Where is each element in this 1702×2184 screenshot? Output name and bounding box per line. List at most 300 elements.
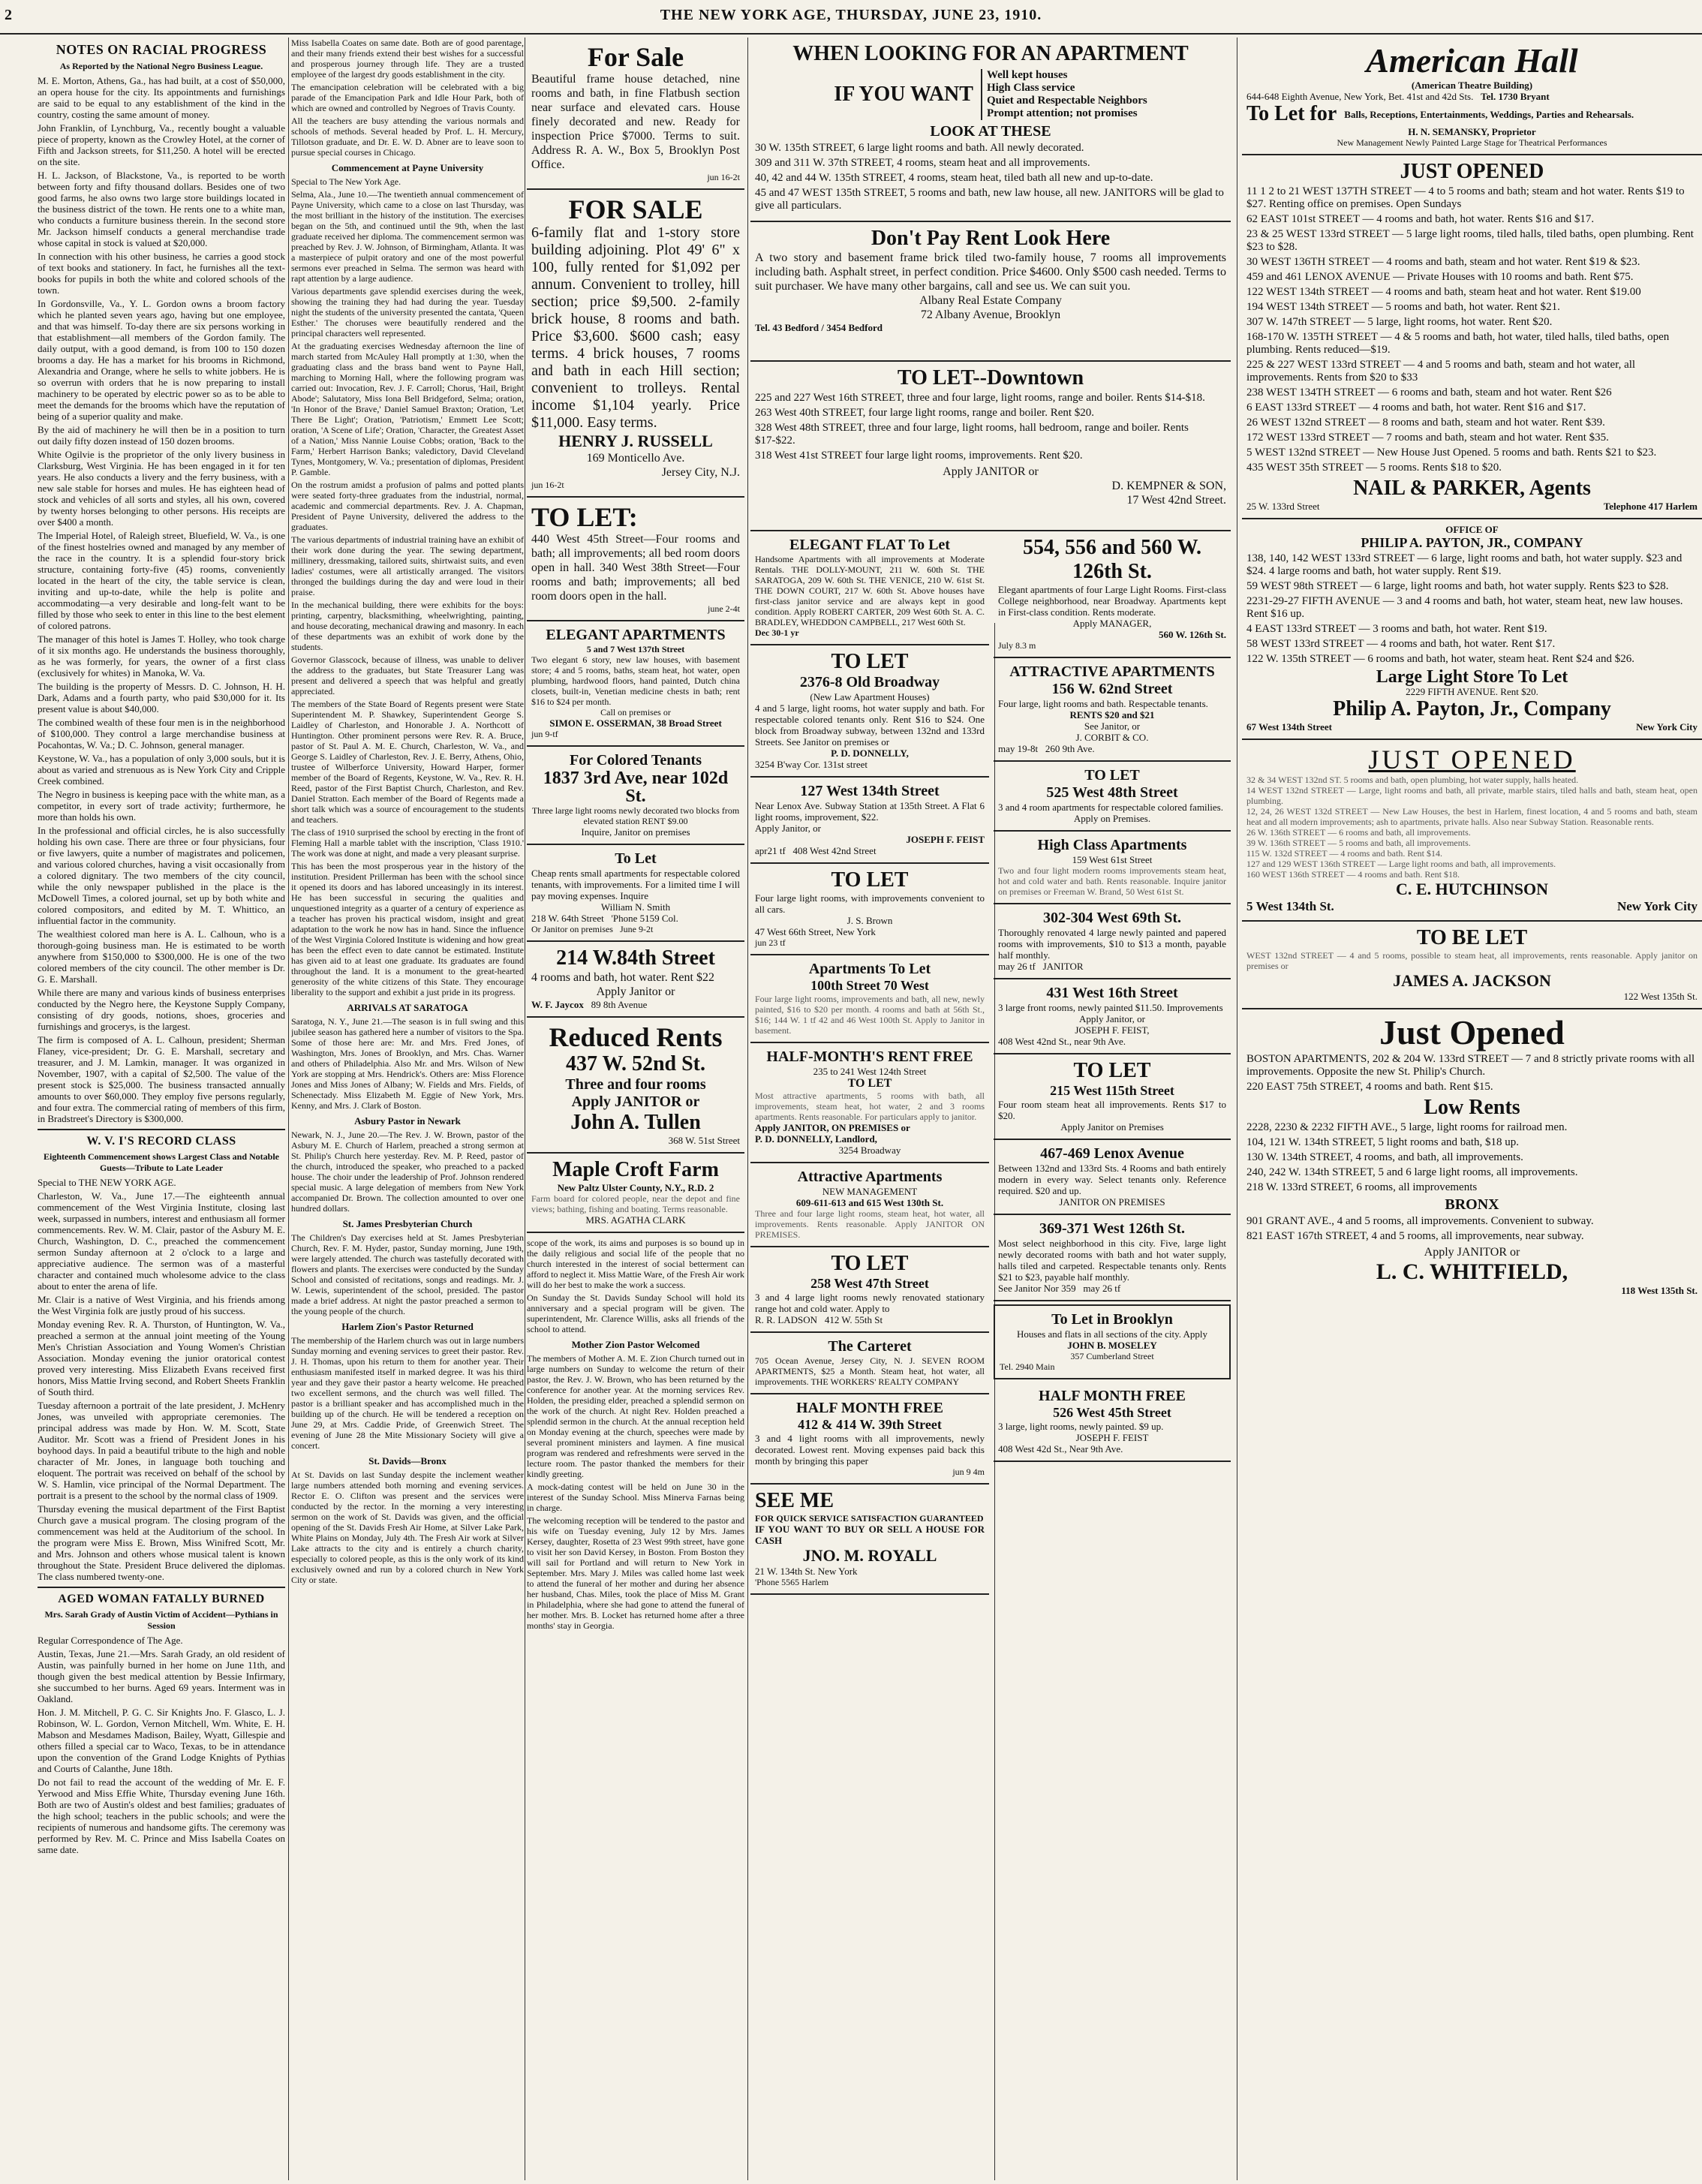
ad-phone: 'Phone 5565 Harlem — [755, 1577, 829, 1587]
ad-subtitle: 525 West 48th Street — [1046, 784, 1178, 801]
ad-phone: 'Phone 5159 Col. — [611, 913, 678, 924]
ad-body: Two elegant 6 story, new law houses, with basement store; 4 and 5 rooms, baths, steam heat, hot water, open plumbing, hardwood floors, hand painted, Dutch china closets, built-in, Venetian medicine chests in bath; rent $16 to $24 per month. — [531, 654, 740, 707]
paragraph: A mock-dating contest will be held on June 30 in the interest of the Sunday School. Miss Minerva Farnas being in charge. — [527, 1482, 744, 1513]
listing: 30 W. 135th STREET, 6 large light rooms and bath. All newly decorated. — [755, 142, 1084, 154]
paragraph: Do not fail to read the account of the wedding of Mr. E. F. Yerwood and Miss Effie White, Thursday evening June 16th. Both are two of Austin's oldest and best families; graduates of the high school; teachers in the public schools; and were the recipients of numerous and handsome gifts. The ceremony was performed by Rev. M. C. Prince and Miss Isabella Coates on same date. — [38, 1776, 285, 1855]
paragraph: The combined wealth of these four men is in the neighborhood of $100,000. They control a large merchandise business at Pocahontas, W. Va.; D. C. Johnson, general manager. — [38, 717, 285, 751]
page-number: 2 — [5, 7, 13, 23]
ad-address: 72 Albany Avenue, Brooklyn — [920, 308, 1061, 321]
ad-title: Apartments To Let — [808, 961, 931, 977]
ad-body: Elegant apartments of four Large Light Rooms. First-class College neighborhood, near Broadway. Apartments kept in First-class condition. Rents moderate. — [998, 584, 1226, 618]
ad-lead: IF YOU WANT — [834, 83, 973, 106]
paragraph: The emancipation celebration will be celebrated with a big parade of the Emancipation Park and Idle Hour Park, both of which are owned and controlled by Negroes of Travis County. — [291, 82, 524, 113]
ad-title: PHILIP A. PAYTON, JR., COMPANY — [1361, 535, 1583, 550]
listing: 5 WEST 132nd STREET — New House Just Opened. 5 rooms and bath. Rents $21 to $23. — [1246, 447, 1657, 459]
ad-name: JOSEPH F. FEIST — [906, 834, 985, 845]
article-subtitle: Eighteenth Commencement shows Largest Class and Notable Guests—Tribute to Late Leader — [44, 1151, 279, 1173]
ad-lenox-avenue — [994, 1140, 1231, 1215]
ad-115th-street — [994, 1054, 1231, 1140]
ad-subtitle: 5 and 7 West 137th Street — [586, 644, 685, 654]
ad-code: jun 9-tf — [531, 729, 558, 739]
listing: 160 WEST 136th STREET — 4 rooms and bath. Rent $18. — [1246, 869, 1460, 880]
ad-title: TO BE LET — [1416, 926, 1528, 949]
ad-city: New York City — [1616, 899, 1697, 913]
ad-maple-croft — [527, 1154, 744, 1233]
ad-high-class-61st — [994, 832, 1231, 904]
listing: 821 EAST 167th STREET, 4 and 5 rooms, all improvements, near subway. — [1246, 1230, 1584, 1242]
ad-body: Farm board for colored people, near the depot and fine views; bathing, fishing and boating. Terms reasonable. — [531, 1193, 740, 1214]
listing: 32 & 34 WEST 132nd ST. 5 rooms and bath, open plumbing, hot water supply, halls heated. — [1246, 775, 1579, 785]
listing: 901 GRANT AVE., 4 and 5 rooms, all improvements. Convenient to subway. — [1246, 1215, 1594, 1227]
paragraph: This has been the most prosperous year in the history of the institution. President Prillerman has been with the school since it opened its doors and has labored unceasingly in its interest. He has been successful in securing the qualities and unquestioned integrity as a quarter of a century of experience as a teacher has proven his practical wisdom, insight and great adaptation to the work he now has in hand. Since the influence of the West Virginia Colored Institute is widening and how great has been the effect even to date cannot be estimated. Institute has given aid to at least one graduate. Its graduates are found throughout the land. It is a monument to the great-hearted generosity of the white citizens of this State. They encourage liberality to the support and exhibit a just pride in its progress. — [291, 861, 524, 997]
ad-body: Cheap rents small apartments for respectable colored tenants, with improvements. For a limited time I will pay moving expenses. Inquire — [531, 868, 740, 901]
ad-janitor: Or Janitor on premises — [531, 924, 613, 934]
paragraph: John Franklin, of Lynchburg, Va., recently bought a valuable piece of property, known as the Crowley Hotel, at the corner of Fifth and Jackson streets, for $11,250. A hotel will be erected on the site. — [38, 122, 285, 167]
ad-name: JAMES A. JACKSON — [1393, 971, 1551, 990]
listing: 2228, 2230 & 2232 FIFTH AVE., 5 large, light rooms for railroad men. — [1246, 1121, 1568, 1133]
paragraph: All the teachers are busy attending the various normals and schools of methods. Several headed by Prof. L. H. Mercury, Tillotson graduate, and Dr. E. W. D. Abner are to leave soon to pursue special courses in Chicago. — [291, 116, 524, 158]
listing: 328 West 48th STREET, three and four large, light rooms, hall bedroom, range and boiler. Rents $17-$22. — [755, 422, 1189, 447]
divider — [38, 1129, 285, 1130]
article-body — [38, 1635, 285, 1855]
paragraph: In Gordonsville, Va., Y. L. Gordon owns a broom factory which he planted seven years ago, having but one employee, and that was himself. To-day there are six persons working in that establishment—all members of the Gordon family. The daily output, with a good demand, is from 100 to 150 dozen brooms a day. He has a market for his brooms in Richmond, Alexandria and Orange, where he sells to white jobbers. He is so overrun with orders that he is now preparing to install machinery to be operated by electric power so as to be able to meet the demands for the brooms which have the reputation of being of a superior quality and make. — [38, 298, 285, 422]
listing: 172 WEST 133rd STREET — 7 rooms and bath, steam and hot water. Rent $35. — [1246, 432, 1609, 444]
paragraph: Hon. J. M. Mitchell, P. G. C. Sir Knights Jno. F. Glasco, L. J. Robinson, W. L. Gordon, Vernon Mitchell, Wm. White, E. H. Mabson and Mesdames Madison, Bailey, Wyatt, Gillespie and others filled a special car to Waco, Texas, to be in attendance upon the convention of the Grand Lodge Knights of Pythias and Courts of Calanthe, June 18th. — [38, 1707, 285, 1774]
ad-title: TO LET — [831, 1252, 909, 1275]
article-title: W. V. I'S RECORD CLASS — [86, 1135, 236, 1148]
ad-attractive-62nd — [994, 658, 1231, 762]
ad-subtitle2: (New Law Apartment Houses) — [810, 691, 930, 702]
listing: 225 and 227 West 16th STREET, three and four large, light rooms, range and boiler. Rents $14-$18. — [755, 392, 1205, 404]
listing: 115 W. 132d STREET — 4 rooms and bath. Rent $14. — [1246, 848, 1442, 859]
ad-subcolumns — [750, 531, 1231, 1595]
ad-bullet: Well kept houses — [986, 69, 1068, 81]
listing: 138, 140, 142 WEST 133rd STREET — 6 large, light rooms and bath, hot water supply. $23 and $24. 4 large rooms and bath, hot water supply. Rent $19. — [1246, 552, 1682, 577]
paragraph: Governor Glasscock, because of illness, was unable to deliver the address to the graduates, but State Treasurer Lang was present and delivered a speech that was helpful and greatly appreciated. — [291, 654, 524, 696]
article-title: Mother Zion Pastor Welcomed — [571, 1339, 700, 1350]
ad-title: The Carteret — [828, 1338, 912, 1355]
ad-address: 560 W. 126th St. — [1159, 629, 1226, 640]
article-title: Commencement at Payne University — [331, 162, 484, 173]
ad-phone: Tel. 43 Bedford / 3454 Bedford — [755, 322, 883, 333]
ad-title: TO LET — [831, 650, 909, 673]
paragraph: M. E. Morton, Athens, Ga., has had built, at a cost of $50,000, an opera house for the city. Its appointments and furnishings are said to be equal to any establishment of the kind in the country, costing the same amount of money. — [38, 75, 285, 120]
ad-to-let: To Let for — [1246, 102, 1337, 125]
ad-title: 214 W.84th Street — [556, 946, 715, 970]
listing: 168-170 W. 135TH STREET — 4 & 5 rooms and bath, hot water, tiled halls, tiled baths, open plumbing. Rents reduced—$19. — [1246, 331, 1670, 356]
ad-body: Handsome Apartments with all improvements at Moderate Rentals. THE DOLLY-MOUNT, 211 W. 60th St. THE SARATOGA, 209 W. 60th St. THE VENICE, 210 W. 61st St. THE DOWN COURT, 217 W. 60th St. Above houses have first-class janitor service and are always kept in good condition. Apply ROBERT CARTER, 209 West 60th St. A. C. BRADLEY, WHEDDON CAMPBELL, 217 West 60th St. — [755, 554, 985, 627]
ad-name: P. D. DONNELLY, — [831, 748, 909, 759]
ad-title: TO LET--Downtown — [897, 366, 1084, 390]
ad-body: 3 and 4 light rooms with all improvements, newly decorated. Lowest rent. Moving expenses paid back this month by bringing this paper — [755, 1433, 985, 1467]
ad-name: JOSEPH F. FEIST — [1075, 1432, 1149, 1443]
ad-elegant-apartments — [527, 621, 744, 747]
ad-subtitle: 159 West 61st Street — [1072, 854, 1153, 865]
article-body — [291, 1130, 524, 1214]
ad-name: J. S. Brown — [846, 915, 893, 926]
column-rule — [747, 38, 748, 2180]
ad-code: may 19-8t — [998, 743, 1039, 754]
ad-address: 3254 Broadway — [838, 1145, 901, 1156]
ad-address: 3254 B'way Cor. 131st street — [755, 759, 868, 770]
listing: 130 W. 134th STREET, 4 rooms, and bath, all improvements. — [1246, 1151, 1523, 1163]
ad-name: JOSEPH F. FEIST, — [1075, 1024, 1150, 1036]
listing: 26 W. 136th STREET — 6 rooms and bath, all improvements. — [1246, 827, 1471, 838]
listing: 2231-29-27 FIFTH AVENUE — 3 and 4 rooms and bath, hot water, steam heat, new law houses. Rent $16 up. — [1246, 595, 1683, 620]
ad-for-sale-flatbush — [527, 38, 744, 190]
paragraph: H. L. Jackson, of Blackstone, Va., is reported to be worth between forty and fifty thousand dollars. Besides one of two good farms, he also owns two large store buildings located in the business district of the town. He rents one to a white man, who conducts a furniture business therein. In the second store Mr. Jackson himself conducts a general merchandise trade whose capital in stock is valued at $20,000. — [38, 170, 285, 248]
listing: 58 WEST 133rd STREET — 4 rooms and bath, hot water. Rent $17. — [1246, 638, 1556, 650]
paragraph: Selma, Ala., June 10.—The twentieth annual commencement of Payne University, which came to a close on last Thursday, was the most brilliant in the history of the institution. The exercises began on the 5th, and continued until the 9th, when the last graduate received her diploma. The commencement sermon was preached by Rev. J. W. Johnson, of Birmingham, Atlanta. It was a masterpiece of pulpit oratory and one of the most powerful sermons ever preached in Selma. The sermon was heard with rapt attention by a large audience. — [291, 189, 524, 284]
ad-reduced-rents — [527, 1018, 744, 1154]
ad-bullet: High Class service — [986, 82, 1075, 94]
ad-half-month-124th — [750, 1043, 989, 1163]
paragraph: The class of 1910 surprised the school by erecting in the front of Fleming Hall a marble tablet with the inscription, 'Class 1910.' The work was done at night, and made a very pleasant surprise. — [291, 827, 524, 859]
ad-code: jun 16-2t — [531, 480, 564, 490]
paragraph: In the mechanical building, there were exhibits for the boys: printing, carpentry, blacksmithing, wheelwrighting, painting, and house decorating, mechanical drawing and masonry. In each of these departments was an exhibit of work done by the students. — [291, 600, 524, 652]
ad-body: 705 Ocean Avenue, Jersey City, N. J. SEVEN ROOM APARTMENTS, $25 a Month. Steam heat, hot water, all improvements. THE WORKERS' REALTY COMPANY — [755, 1355, 985, 1387]
ad-bullet: Prompt attention; not promises — [986, 107, 1138, 119]
ad-title: HALF MONTH FREE — [1039, 1388, 1186, 1404]
ad-subtitle: 2376-8 Old Broadway — [799, 674, 940, 690]
ad-title: TO LET — [831, 868, 909, 892]
ad-126th-369 — [994, 1215, 1231, 1301]
ad-phone: Tel. 1730 Bryant — [1481, 91, 1550, 102]
ad-body: Four room steam heat all improvements. Rents $17 to $20. — [998, 1099, 1226, 1121]
listing: 309 and 311 W. 37th STREET, 4 rooms, steam heat and all improvements. — [755, 157, 1090, 169]
ad-title: 431 West 16th Street — [1046, 985, 1178, 1001]
listing: 122 WEST 134th STREET — 4 rooms and bath, steam heat and hot water. Rent $19.00 — [1246, 286, 1641, 298]
paragraph: In the professional and official circles, he is also successfully holding his own case. There are three or four physicians, four or five lawyers, quite a number of magistrates and policemen, and various colored churches, having a visit occasionally from a colored dignitary. The two members of the city council, while the only newspaper published in the place is the McDowell Times, a colored journal, set up by both white and colored compositors, and edited by M. T. Whittico, an influential factor in the community. — [38, 825, 285, 926]
listing: 194 WEST 134th STREET — 5 rooms and bath, hot water. Rent $21. — [1246, 301, 1560, 313]
ad-subtitle2: TO LET — [847, 1077, 892, 1090]
ad-name: L. C. WHITFIELD, — [1376, 1259, 1568, 1284]
article-subtitle: Mrs. Sarah Grady of Austin Victim of Accident—Pythians in Session — [44, 1609, 278, 1631]
article-body — [291, 38, 524, 158]
paragraph: The Negro in business is keeping pace with the white man, as a competitor, in every sort of trade activity; furthermore, he more than holds his own. — [38, 789, 285, 823]
ad-address: 21 W. 134th St. New York — [755, 1566, 858, 1577]
listing: 40, 42 and 44 W. 135th STREET, 4 rooms, steam heat, tiled bath all new and up-to-date. — [755, 172, 1153, 184]
column-rule — [288, 38, 289, 2180]
ad-cta: Apply MANAGER, — [1072, 618, 1152, 629]
ad-title: WHEN LOOKING FOR AN APARTMENT — [792, 42, 1189, 65]
ad-body: Beautiful frame house detached, nine rooms and bath, in fine Flatbush section near surface and elevated cars. House finely decorated and new. Ready for inspection Price $7000. Terms to suit. Address R. A. W., Box 5, Brooklyn Post Office. — [531, 73, 740, 171]
paragraph: White Ogilvie is the proprietor of the only livery business in Clarksburg, West Virginia. He has been engaged in it for ten years. He also conducts a livery and the ferry business, with a new sale stable for horses and mules. He has eighteen head of stock and vehicles of all sorts and styles, all his own, covered by twenty horses belonging to other persons. His receipts are over $400 a month. — [38, 449, 285, 528]
listing: 23 & 25 WEST 133rd STREET — 5 large light rooms, tiled halls, tiled baths, open plumbing. Rent $23 to $28. — [1246, 228, 1694, 253]
ad-title: TO LET: — [531, 502, 638, 532]
ad-name: HENRY J. RUSSELL — [558, 432, 713, 450]
article-title: Harlem Zion's Pastor Returned — [341, 1321, 474, 1332]
ad-headline: 1837 3rd Ave, near 102d St. — [543, 769, 729, 806]
ad-title: For Sale — [587, 42, 684, 72]
paragraph: At the graduating exercises Wednesday afternoon the line of march started from McAuley Hall promptly at 1:30, when the graduating class and the brass band went to Payne Hall, marching to Morning Hall, where the following program was carried out: Invocation, Rev. J. F. Carroll; Chorus, 'Hail, Bright Abode'; Salutatory, Miss Iona Bell Bridgeford, Selma; oration, 'In Honor of the Brave,' Daniel Samuel Braxton; Oration, 'Let There Be Light'; Oration, 'Patriotism,' Emmett Lee Scott; oration, 'A Scene of Life'; Oration, 'Character, the Greatest Asset of a Nation,' Miss Nannie Louise Cobbs; oration, 'Back to the Farm,' Herbert Harrison Banks; valedictory, David Cleveland Tynes, Montgomery, W. Va.; presentation of diplomas, President P. Gamble. — [291, 341, 524, 477]
article-body — [291, 1232, 524, 1316]
ad-address: 17 West 42nd Street. — [1126, 494, 1226, 507]
ad-body: WEST 132nd STREET — 4 and 5 rooms, possible to steam heat, all improvements, rents reasonable. Apply janitor on premises or — [1246, 950, 1697, 971]
article-body — [527, 1233, 744, 1334]
ad-half-month-45th — [994, 1382, 1231, 1462]
ad-cta: Apply JANITOR or — [571, 1094, 700, 1110]
ad-body: Four large light rooms, improvements and bath, all new, newly painted, $16 to $20 per month. 4 rooms and bath at 56th St., $16; 144 W. 1 tf 42 and 46 West 100th St. Apply to Janitor in basement. — [755, 994, 985, 1036]
listing: BOSTON APARTMENTS, 202 & 204 W. 133rd STREET — 7 and 8 strictly private rooms with all improvements. Opposite the new St. Philip's Church. — [1246, 1053, 1695, 1078]
ad-cta: JANITOR — [1042, 961, 1084, 972]
article-body — [291, 1335, 524, 1451]
column-news-2 — [291, 38, 524, 2180]
ad-title: Don't Pay Rent Look Here — [871, 227, 1111, 250]
ad-elegant-flat — [750, 531, 989, 645]
paragraph: Various departments gave splendid exercises during the week, showing the training they had had during the year. Tuesday night the students of the university presented the cantata, 'Queen Esther.' The choruses were beautifully rendered and the principal characters well represented. — [291, 286, 524, 338]
ad-title: ELEGANT APARTMENTS — [546, 627, 726, 643]
paragraph: The firm is composed of A. L. Calhoun, president; Sherman Flaney, vice-president; Dr. G. E. Marshall, secretary and treasurer, and J. M. Lamkin, manager. It was organized in November, 1907, with a capital of $2,500. The value of the present stock is $25,000. The business transacted annually amounts to over $60,000. They employ five persons regularly, and four extra. The commercial rating of members of this firm, in Bradstreet's Directory is $300,000. — [38, 1034, 285, 1124]
ad-proprietor: H. N. SEMANSKY, Proprietor — [1408, 126, 1536, 137]
ad-subtitle: NEW MANAGEMENT — [822, 1186, 918, 1197]
paragraph: Keystone, W. Va., has a population of only 3,000 souls, but it is about as varied and strenuous as is New York City and Cripple Creek combined. — [38, 753, 285, 787]
ad-title: 467-469 Lenox Avenue — [1040, 1145, 1184, 1162]
ad-69th-street — [994, 904, 1231, 979]
ad-title: SEE ME — [755, 1489, 834, 1512]
paragraph: On Sunday the St. Davids Sunday School will hold its anniversary and a special program will be given. The superintendent, Mr. Clarence Willis, asks all friends of the school to attend. — [527, 1292, 744, 1334]
ad-name: R. R. LADSON — [755, 1314, 818, 1325]
paragraph: The membership of the Harlem church was out in large numbers Sunday morning and evening services to greet their pastor. Rev. J. H. Thomas, upon his return to them for another year. Their enthusiasm manifested itself in marked degree. It was his third year and they gave their pastor a hearty welcome. He preached two excellent sermons, and the church was well filled. The pastor is a brilliant speaker and has accomplished much in the building up of the church. He will be tendered a reception on June 29, at Mrs. Caddie Pride, of Greenwich Street. The evening of June 28 the Mite Missionary Society will give a concert. — [291, 1335, 524, 1451]
ad-payton-company — [1242, 519, 1702, 740]
ad-subtitle2: 609-611-613 and 615 West 130th St. — [795, 1197, 944, 1208]
ad-address: 89 8th Avenue — [591, 999, 648, 1010]
listing: 435 WEST 35th STREET — 5 rooms. Rents $18 to $20. — [1246, 462, 1502, 474]
ad-body: Three large light rooms newly decorated two blocks from elevated station RENT $9.00 — [531, 805, 740, 826]
ad-title: High Class Apartments — [1037, 837, 1187, 853]
column-news-1 — [38, 38, 285, 2180]
ad-cta: Inquire, Janitor on premises — [581, 826, 690, 838]
ad-title: 127 West 134th Street — [800, 783, 940, 799]
ad-84th-street — [527, 942, 744, 1018]
paragraph: By the aid of machinery he will then be in a position to turn out daily fifty dozen instead of 150 dozen brooms. — [38, 424, 285, 447]
paragraph: Special to THE NEW YORK AGE. — [38, 1177, 176, 1188]
ad-title: For Colored Tenants — [570, 752, 702, 769]
paragraph: Charleston, W. Va., June 17.—The eighteenth annual commencement of the West Virginia Institute, closing last week, surpassed in numbers, interest and enthusiasm all former commencements. Rev. W. M. Clair, pastor of the Asbury M. E. Church, Washington, D. C., preached the commencement sermon Sunday afternoon at 2 o'clock to a large and appreciative audience. The sermon was of a masterful character and contained much wholesome advice to the class about to enter the arena of life. — [38, 1190, 285, 1292]
ad-store-title: Large Light Store To Let — [1376, 667, 1568, 687]
listing: 240, 242 W. 134th STREET, 5 and 6 large light rooms, all improvements. — [1246, 1166, 1578, 1178]
ad-address: 408 West 42d St., Near 9th Ave. — [998, 1443, 1123, 1454]
ad-see-me-royall — [750, 1485, 989, 1595]
ad-body: 4 rooms and bath, hot water. Rent $22 — [531, 971, 714, 984]
ad-subtitle: 215 West 115th Street — [1050, 1083, 1174, 1098]
ad-body: 440 West 45th Street—Four rooms and bath; all improvements; all bed room doors open in hall. 340 West 38th Street—Four rooms and bath; improvements; all bed room doors open in the hall. — [531, 533, 740, 603]
paragraph: Miss Isabella Coates on same date. Both are of good parentage, and their many friends extend their best wishes for a successful and prosperous journey through life. They are a trusted employee of the largest dry goods establishment in the city. — [291, 38, 524, 80]
paragraph: While there are many and various kinds of business enterprises conducted by the Negro here, the Keystone Supply Company, consisting of dry goods, notions, shoes, groceries and furnishings and grocerys, is the largest. — [38, 987, 285, 1032]
ad-colored-tenants — [527, 747, 744, 845]
listing: 127 and 129 WEST 136th STREET — Large light rooms and bath, all improvements. — [1246, 859, 1556, 869]
ad-body: Houses and flats in all sections of the city. Apply — [1016, 1328, 1208, 1340]
listing: 218 W. 133rd STREET, 6 rooms, all improvements — [1246, 1181, 1478, 1193]
ad-body: 3 large front rooms, newly painted $11.50. Improvements — [998, 1002, 1223, 1013]
ad-title: To Let in Brooklyn — [1051, 1311, 1173, 1328]
ad-subtitle: Low Rents — [1424, 1096, 1520, 1119]
listing: 263 West 40th STREET, four large light rooms, range and boiler. Rent $20. — [755, 407, 1095, 419]
paragraph: The building is the property of Messrs. D. C. Johnson, H. H. Dark, Adams and a fourth party, who paid $30,000 for it. Its present value is about $40,000. — [38, 681, 285, 714]
ad-name: D. KEMPNER & SON, — [1111, 480, 1226, 492]
listing: 4 EAST 133rd STREET — 3 rooms and bath, hot water. Rent $19. — [1246, 623, 1547, 635]
paragraph: The wealthiest colored man here is A. L. Calhoun, who is a thorough-going business man. He is estimated to be worth anywhere from $150,000 to $300,000. He is one of the two colored members of the city council. The other member is Dr. G. E. Marshall. — [38, 928, 285, 985]
ad-body: IF YOU WANT TO BUY OR SELL A HOUSE FOR CASH — [755, 1524, 985, 1546]
divider — [38, 1587, 285, 1588]
ad-title: JUST OPENED — [1400, 160, 1544, 183]
ad-cta: See Janitor, or — [1084, 720, 1141, 732]
ad-bullets — [981, 69, 1147, 120]
ad-phone: Telephone 417 Harlem — [1603, 501, 1697, 512]
ad-body: Most select neighborhood in this city. Five, large light newly decorated rooms with bath and hot water supply, halls tiled and carpeted. Respectable tenants only. Rents $21 to $23, payable half monthly. — [998, 1238, 1226, 1283]
ad-to-let-brown — [750, 864, 989, 955]
ad-dont-pay-rent — [750, 222, 1231, 362]
ad-cta: Apply Janitor, or — [755, 823, 821, 834]
paragraph: The welcoming reception will be tendered to the pastor and his wife on Tuesday evening, July 12 by Mrs. James Kersey, daughter, Rosetta of 23 West 99th street, have gone to visit her son David Kersey, in Boston. From Boston they will sail for Portland and will return to New York in September. Mrs. Mary J. Miles was called home last week to attend the funeral of her mother and during her absence her husband, Chas. Miles, took the place of Miss M. Grant in Philadelphia, where she had gone to attend the funeral of her mother. Mrs. B. Locket has returned home after a three months' stay in Georgia. — [527, 1515, 744, 1631]
listing: 59 WEST 98th STREET — 6 large, light rooms and bath, hot water supply. Rents $23 to $28. — [1246, 580, 1669, 592]
ad-code: June 9-2t — [619, 924, 654, 934]
masthead — [0, 0, 1702, 35]
ad-name: John A. Tullen — [570, 1111, 701, 1134]
paragraph: On the rostrum amidst a profusion of palms and potted plants were seated forty-three graduates from the industrial, normal, academic and commercial departments. Rev. J. A. Chapman, President of Payne University, delivered the address to the graduates. — [291, 480, 524, 532]
ad-code: jun 9 4m — [952, 1467, 985, 1477]
ad-rents: RENTS $20 and $21 — [1069, 709, 1155, 720]
ad-cta: See Janitor Nor 359 — [998, 1283, 1076, 1294]
ad-body: Three and four rooms — [565, 1076, 706, 1093]
listing: 39 W. 136th STREET — 5 rooms and bath, all improvements. — [1246, 838, 1471, 848]
paragraph: Austin, Texas, June 21.—Mrs. Sarah Grady, an old resident of Austin, was painfully burned in her home on June 11th, and though given the best medical attention by Bessie Infirmary, she succumbed to her burns. Aged 69 years. Interment was in Oakland. — [38, 1648, 285, 1704]
ad-bullet: Quiet and Respectable Neighbors — [986, 95, 1147, 107]
listing: 11 1 2 to 21 WEST 137TH STREET — 4 to 5 rooms and bath; steam and hot water. Rents $19 to $27. Renting office on premises. Open Sundays — [1246, 185, 1685, 210]
ad-48th-street — [994, 762, 1231, 832]
paragraph: Regular Correspondence of The Age. — [38, 1635, 183, 1646]
ad-address: 644-648 Eighth Avenue, New York, Bet. 41st and 42d Sts. — [1246, 91, 1474, 102]
ad-subtitle: 156 W. 62nd Street — [1051, 681, 1173, 697]
article-title: St. James Presbyterian Church — [342, 1218, 473, 1229]
paragraph: Thursday evening the musical department of the First Baptist Church gave a musical program. The closing program of the commencement was held at the Auditorium of the school. In the program were Miss E. Brown, Miss Winifred Scott, Mr. and Mrs. Johnson and others whose musical talent is known throughout the State. President Bruce delivered the diplomas. The class numbered twenty-one. — [38, 1503, 285, 1582]
ad-body: Three and four large light rooms, steam heat, hot water, all improvements. Rents reasonable. Apply JANITOR ON PREMISES. — [755, 1208, 985, 1240]
ad-title: 302-304 West 69th St. — [1042, 910, 1182, 926]
ad-address: 408 West 42nd Street — [792, 845, 877, 856]
ad-code: may 26 tf — [1083, 1283, 1121, 1294]
ad-cta: JANITOR ON PREMISES — [1059, 1196, 1165, 1208]
ad-body: Four large, light rooms and bath. Respectable tenants. — [998, 698, 1208, 709]
ad-title: 554, 556 and 560 W. 126th St. — [1022, 536, 1202, 583]
ad-body: 3 large, light rooms, newly painted. $9 up. — [998, 1421, 1164, 1432]
ad-subtitle: FOR QUICK SERVICE SATISFACTION GUARANTEED — [755, 1513, 984, 1524]
article-title: ARRIVALS AT SARATOGA — [347, 1002, 468, 1013]
ad-126th-street — [994, 531, 1231, 658]
ad-just-opened-nail-parker — [1242, 155, 1702, 519]
ad-code: jun 16-2t — [707, 172, 740, 182]
article-body — [291, 1470, 524, 1585]
ad-address: 357 Cumberland Street — [1070, 1351, 1154, 1361]
ad-address: 218 W. 64th Street — [531, 913, 604, 924]
ad-half-month-39th — [750, 1394, 989, 1485]
ad-subtitle: New Paltz Ulster County, N.Y., R.D. 2 — [557, 1182, 714, 1193]
listing: 104, 121 W. 134th STREET, 5 light rooms and bath, $18 up. — [1246, 1136, 1520, 1148]
ad-name: J. CORBIT & CO. — [1075, 732, 1149, 743]
paragraph: The manager of this hotel is James T. Holley, who took charge of it six months ago. He understands the business thoroughly, as he was formerly, for years, the owner of a first class (exclusively for whites) in Manoka, W. Va. — [38, 633, 285, 678]
ad-body: Thoroughly renovated 4 large newly painted and papered rooms with improvements, $10 to $13 a month, payable half monthly. — [998, 927, 1226, 961]
ad-brooklyn — [994, 1304, 1231, 1379]
listing: 318 West 41st STREET four large light rooms, improvements. Rent $20. — [755, 450, 1083, 462]
column-classifieds-2 — [750, 38, 1231, 2180]
column-classifieds-1 — [527, 38, 744, 2180]
ad-name: SIMON E. OSSERMAN, 38 Broad Street — [549, 717, 722, 729]
ad-name: Albany Real Estate Company — [919, 294, 1062, 307]
ad-just-opened-hutchinson — [1242, 740, 1702, 922]
paragraph: scope of the work, its aims and purposes is so bound up in the daily religious and social life of the people that no church interested in the interest of social betterment can afford to neglect it. Miss Mattie Ware, of the Fresh Air work will do her best to make the work a success. — [527, 1238, 744, 1290]
ad-body: 3 and 4 room apartments for respectable colored families. — [998, 802, 1223, 813]
listing: 12, 24, 26 WEST 132d STREET — New Law Houses, the best in Harlem, finest location, 4 and 5 rooms and bath, steam heat and all modern improvements; ash to apartments, private halls. Also near Subway Station. Reasonable rents. — [1246, 806, 1697, 827]
ad-title: FOR SALE — [568, 194, 703, 224]
paragraph: The Imperial Hotel, of Raleigh street, Bluefield, W. Va., is one of the finest hostelries owned and managed by any member of the race in the country. It is a splendid four-story brick structure, containing forty-five (45) rooms, conveniently located in the heart of the city, the table service is clean, inviting and up-to-date, while the help is polite and accommodating—a very desirable and long-felt want to be filled by those who seek to enter in this line to the best element of colored patrons. — [38, 530, 285, 631]
ad-title: TO LET — [1073, 1059, 1151, 1082]
article-body — [38, 75, 285, 1124]
column-classifieds-3 — [1242, 38, 1702, 2180]
listing: 6 EAST 133rd STREET — 4 rooms and bath, hot water. Rent $16 and $17. — [1246, 402, 1586, 414]
ad-title: JUST OPENED — [1368, 745, 1576, 775]
ad-section: BRONX — [1445, 1196, 1499, 1213]
ad-title: HALF MONTH FREE — [796, 1400, 943, 1416]
ad-to-let-row — [1246, 102, 1697, 126]
article-title: Asbury Pastor in Newark — [354, 1115, 461, 1127]
ad-city: New York City — [1636, 721, 1697, 733]
ad-cta: Call on premises or — [600, 707, 671, 717]
ad-100th-street — [750, 955, 989, 1043]
paragraph: In connection with his other business, he carries a good stock of text books and stationery. In fact, he furnishes all the text-books for pupils in both the white and colored schools of the town. — [38, 251, 285, 296]
ad-body: 6-family flat and 1-story store building adjoining. Plot 49' 6" x 100, fully rented for $1,092 per annum. Convenient to trolley, hill section; price $9,500. 2-family brick house, 8 rooms and bath. Price $3,600. $600 cash; easy terms. 4 brick houses, 7 rooms and bath in each Hill section; convenient to trolleys. Rental income $1,104 yearly. Price $11,000. Easy terms. — [531, 224, 740, 431]
article-title: AGED WOMAN FATALLY BURNED — [58, 1593, 265, 1605]
ad-subcolumn-right — [994, 531, 1231, 1595]
ad-subtitle: 235 to 241 West 124th Street — [813, 1066, 927, 1077]
paragraph: The members of the State Board of Regents present were State Superintendent M. P. Shawkey, Superintendent George S. Laidley of Charleston, and Honorable J. A. Northcott of Huntington. Other prominent persons were Rev. R. A. Bruce, pastor of St. Paul A. M. E. Church, Charleston, W. Va., and George S. Laidley of Charleston, Rev. J. E. Berry, Athens, Ohio, trustee of Wilberforce University, Howard Harper, former member of the Board of Regents, Keystone, W. Va., Rev. R. H. Reed, pastor of the First Baptist Church, Charleston, and Rev. Daniel Stratton. Each member of the Board of Regents made a short talk which was a source of encouragement to the students and teachers. — [291, 699, 524, 825]
ad-phone: Tel. 2940 Main — [1000, 1361, 1055, 1372]
ad-body: Most attractive apartments, 5 rooms with bath, all improvements, steam heat, hot water, 2 and 3 rooms apartments. Rents reasonable. For particulars apply to janitor. — [755, 1090, 985, 1122]
ad-cta: Apply JANITOR or — [943, 465, 1039, 478]
ad-body: 4 and 5 large, light rooms, hot water supply and bath. For respectable colored tenants only. Rent $16 to $24. One block from Broadway subway, between 132nd and 133rd Streets. See Janitor on premises or — [755, 702, 985, 748]
ad-cta: Apply JANITOR or — [1424, 1246, 1520, 1259]
ad-address: 25 W. 133rd Street — [1246, 501, 1320, 512]
ad-office: OFFICE OF — [1445, 524, 1499, 535]
ad-cta: Apply Janitor or — [596, 985, 675, 998]
paragraph: The various departments of industrial training have an exhibit of their work done during the year. The sewing department, millinery, dressmaking, tailored suits, shirtwaist suits, and even ladies' costumes, were all artistically arranged. The visitors thronged the buildings during the day and were loud in their praise. — [291, 534, 524, 597]
article-title: NOTES ON RACIAL PROGRESS — [56, 42, 267, 57]
ad-american-hall — [1242, 38, 1702, 155]
ad-16th-street — [994, 979, 1231, 1054]
ad-address: 47 West 66th Street, New York — [755, 926, 876, 937]
ad-headline: 437 W. 52nd St. — [566, 1052, 705, 1075]
ad-name: MRS. AGATHA CLARK — [585, 1214, 686, 1226]
article-subtitle: As Reported by the National Negro Business League. — [59, 61, 263, 71]
ad-uses: Balls, Receptions, Entertainments, Weddings, Parties and Rehearsals. — [1344, 108, 1634, 120]
listing: 45 and 47 WEST 135th STREET, 5 rooms and bath, new law house, all new. JANITORS will be glad to give all particulars. — [755, 187, 1224, 212]
ad-to-be-let — [1242, 922, 1702, 1009]
ad-looking-for-apartment — [750, 38, 1231, 222]
listing: 220 EAST 75th STREET, 4 rooms and bath. Rent $15. — [1246, 1081, 1493, 1093]
paragraph: Saratoga, N. Y., June 21.—The season is in full swing and this jubilee season has gathered here a number of visitors to the Spa. Some of those here are: Mr. and Mrs. Fred Jones, of Washington, Mrs. Jones of Brooklyn, and Mrs. Chas. Warner and others of Philadelphia. Also Mr. and Mrs. Wilson of New York are stopping at Mrs. Hendrick's. Others are: Miss Florence Jones and Miss Jones of Albany; W. Fields and Mrs. Fields, of Schenectady. Miss Elizabeth M. Eggie of New York, Mrs. Kenny, and Mrs. J. Clark of Boston. — [291, 1016, 524, 1111]
ad-title: Just Opened — [1379, 1013, 1565, 1051]
ad-just-opened-whitfield — [1242, 1009, 1702, 1302]
ad-agent: C. E. HUTCHINSON — [1396, 880, 1548, 898]
ad-code: Dec 30-1 yr — [755, 627, 799, 638]
ad-address: 122 West 135th St. — [1623, 991, 1697, 1002]
ad-title: Attractive Apartments — [797, 1169, 943, 1185]
paragraph: The members of Mother A. M. E. Zion Church turned out in large numbers on Sunday to welcome the return of their pastor, the Rev. J. W. Brown, who has been returned by the conference for another year. At the morning services Rev. Holden, the presiding elder, preached a splendid sermon on the work of the church. At night Rev. Holden preached a splendid sermon in the church. At the annual reception held on Monday evening at the church, speeches were made by several prominent ministers and laymen. A fine musical program was rendered and refreshments were served in the lecture room. The pastor thanked the members for their kindly greeting. — [527, 1353, 744, 1479]
ad-city: Jersey City, N.J. — [661, 466, 740, 479]
ad-look: LOOK AT THESE — [930, 123, 1051, 140]
ad-company: Philip A. Payton, Jr., Company — [1333, 697, 1611, 720]
ad-code: june 2-4t — [708, 603, 740, 614]
ad-name: P. D. DONNELLY, Landlord, — [755, 1133, 877, 1145]
ad-name: JOHN B. MOSELEY — [1067, 1340, 1157, 1351]
